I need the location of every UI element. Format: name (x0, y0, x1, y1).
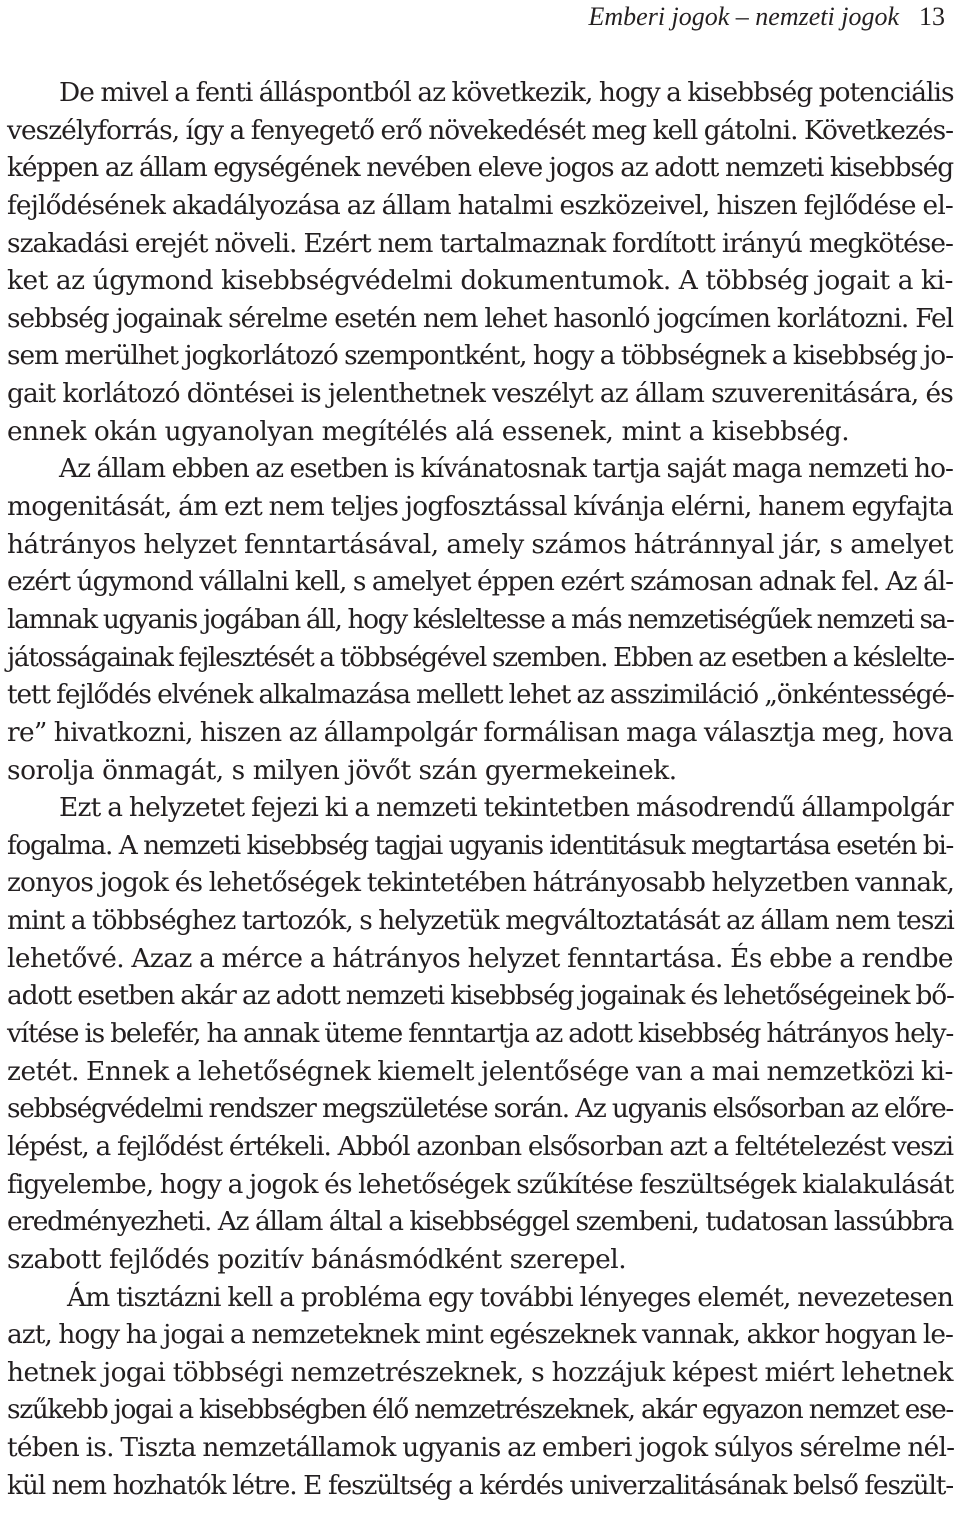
body-text (7, 74, 953, 1504)
text-line: sorolja önmagát, s milyen jövőt szán gyermekeinek. (7, 754, 677, 786)
text-line: Ezt a helyzetet fejezi ki a nemzeti tekintetben másodrendű állampolgár (59, 792, 953, 824)
document-page (7, 0, 953, 1519)
text-line: tében is. Tiszta nemzetállamok ugyanis az emberi jogok súlyos sérelme nél- (7, 1432, 955, 1464)
text-line: képpen az állam egységének nevében eleve jogos az adott nemzeti kisebbség (7, 152, 953, 184)
text-line: hátrányos helyzet fenntartásával, amely számos hátránnyal jár, s amelyet (7, 528, 953, 560)
text-line: vítése is belefér, ha annak üteme fenntartja az adott kisebbség hátrányos hely- (7, 1018, 953, 1050)
text-line: lamnak ugyanis jogában áll, hogy késleltesse a más nemzetiségűek nemzeti sa- (7, 603, 954, 635)
text-line: ennek okán ugyanolyan megítélés alá essenek, mint a kisebbség. (7, 415, 850, 447)
text-line: mogenitását, ám ezt nem teljes jogfosztással kívánja elérni, hanem egyfajta (7, 491, 953, 523)
text-line: fogalma. A nemzeti kisebbség tagjai ugyanis identitásuk megtartása esetén bi- (7, 829, 953, 861)
text-line: azt, hogy ha jogai a nemzeteknek mint egészeknek vannak, akkor hogyan le- (7, 1319, 953, 1351)
text-line: sem merülhet jogkorlátozó szempontként, hogy a többségnek a kisebbség jo- (7, 340, 953, 372)
text-line: ket az úgymond kisebbségvédelmi dokumentumok. A többség jogait a ki- (7, 265, 953, 297)
text-line: sebbségvédelmi rendszer megszületése során. Az ugyanis elsősorban az előre- (7, 1093, 953, 1125)
text-line: ezért úgymond vállalni kell, s amelyet éppen ezért számosan adnak fel. Az ál- (7, 566, 953, 598)
text-line: eredményezheti. Az állam által a kisebbséggel szembeni, tudatosan lassúbbra (7, 1206, 953, 1238)
text-line: Az állam ebben az esetben is kívánatosnak tartja saját maga nemzeti ho- (59, 453, 953, 485)
text-line: adott esetben akár az adott nemzeti kisebbség jogainak és lehetőségeinek bő- (7, 980, 954, 1012)
text-line: tett fejlődés elvének alkalmazása mellett lehet az asszimiláció „önkéntességé- (7, 679, 954, 711)
text-line: Ám tisztázni kell a probléma egy további lényeges elemét, nevezetesen (67, 1281, 953, 1313)
text-line: figyelembe, hogy a jogok és lehetőségek szűkítése feszültségek kialakulását (7, 1168, 954, 1200)
text-line: szabott fejlődés pozitív bánásmódként szerepel. (7, 1243, 627, 1275)
text-line: hetnek jogai többségi nemzetrészeknek, s hozzájuk képest miért lehetnek (7, 1356, 953, 1388)
text-line: szűkebb jogai a kisebbségben élő nemzetrészeknek, akár egyazon nemzet ese- (7, 1394, 953, 1426)
text-line: mint a többséghez tartozók, s helyzetük megváltoztatását az állam nem teszi (7, 905, 954, 937)
text-line: re” hivatkozni, hiszen az állampolgár formálisan maga választja meg, hova (7, 716, 953, 748)
text-line: zetét. Ennek a lehetőségnek kiemelt jelentősége van a mai nemzetközi ki- (7, 1055, 953, 1087)
text-line: zonyos jogok és lehetőségek tekintetében hátrányosabb helyzetben vannak, (7, 867, 954, 899)
text-line: De mivel a fenti álláspontból az következik, hogy a kisebbség potenciális (59, 77, 954, 108)
running-head-title: Emberi jogok – nemzeti jogok (588, 2, 899, 31)
text-line: fejlődésének akadályozása az állam hatalmi eszközeivel, hiszen fejlődése el- (7, 189, 953, 221)
page-number: 13 (919, 2, 945, 31)
running-head (589, 2, 946, 32)
text-line: lehetővé. Azaz a mérce a hátrányos helyzet fenntartása. És ebbe a rendbe (7, 942, 953, 974)
text-line: sebbség jogainak sérelme esetén nem lehet hasonló jogcímen korlátozni. Fel (7, 302, 953, 334)
text-line: játosságainak fejlesztését a többségével szemben. Ebben az esetben a késlelte- (7, 641, 954, 673)
text-line: kül nem hozhatók létre. E feszültség a kérdés univerzalitásának belső feszült- (7, 1469, 953, 1501)
text-line: szakadási erejét növeli. Ezért nem tartalmaznak fordított irányú megkötése- (7, 227, 953, 259)
text-line: veszélyforrás, így a fenyegető erő növekedését meg kell gátolni. Következés- (7, 114, 954, 146)
text-line: lépést, a fejlődést értékeli. Abból azonban elsősorban azt a feltételezést veszi (7, 1130, 953, 1162)
text-line: gait korlátozó döntései is jelenthetnek veszélyt az állam szuverenitására, és (7, 378, 953, 410)
